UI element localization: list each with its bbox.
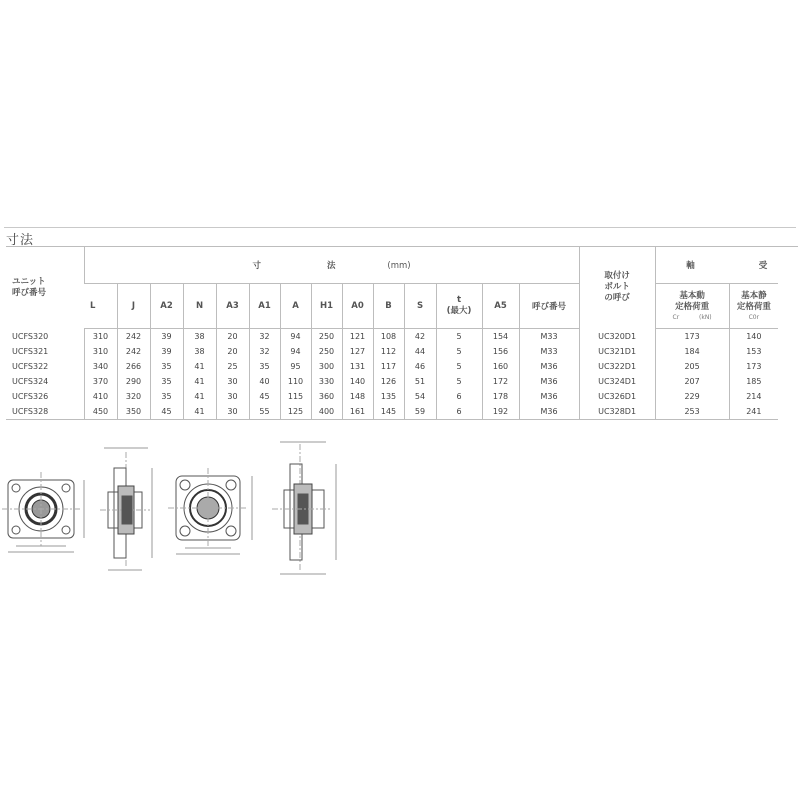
top-rule (4, 227, 796, 228)
cell-B: 108 (373, 329, 404, 345)
cell-bearing: UC324D1 (579, 374, 655, 389)
unit-number: UCFS328 (6, 404, 84, 420)
col-H1: H1 (311, 284, 342, 329)
stat-sub: C0r (748, 314, 760, 321)
cell-B: 126 (373, 374, 404, 389)
table-row (6, 389, 798, 404)
cell-J: 242 (117, 344, 150, 359)
cell-A: 125 (280, 404, 311, 420)
dyn-sub-row (656, 314, 729, 321)
side-view-drawing-1 (100, 448, 152, 570)
cell-bolt: M33 (519, 344, 579, 359)
cell-Cr: 173 (655, 329, 729, 345)
col-A: A (280, 284, 311, 329)
cell-A0: 127 (342, 344, 373, 359)
unit-number: UCFS320 (12, 331, 49, 341)
table-row (6, 329, 798, 345)
cell-t: 6 (436, 404, 482, 420)
cell-A1: 32 (249, 329, 280, 345)
cell-A5: 178 (482, 389, 519, 404)
cell-C0r: 214 (729, 389, 778, 404)
cell-A1: 45 (249, 389, 280, 404)
cell-t: 5 (436, 344, 482, 359)
unit-number: UCFS321 (12, 347, 49, 356)
front-view-drawing-2 (168, 468, 252, 554)
col-t-label: t (456, 295, 462, 305)
cell-t: 6 (436, 389, 482, 404)
col-B: B (373, 284, 404, 329)
cell-A3: 30 (216, 404, 249, 420)
unit-header (6, 247, 84, 329)
cell-C0r: 153 (729, 344, 778, 359)
section-title: 寸法 (6, 233, 35, 248)
cell-A: 94 (280, 329, 311, 345)
col-L: L (84, 284, 117, 329)
dims-title-b: 法 (326, 261, 336, 271)
col-static-load (729, 284, 778, 329)
bearing-title-a: 軸 (686, 261, 695, 271)
cell-J: 350 (117, 404, 150, 420)
col-bearing-no: 呼び番号 (519, 284, 579, 329)
cell-A5: 172 (482, 374, 519, 389)
col-A3: A3 (216, 284, 249, 329)
dyn-sub: Cr (672, 314, 680, 321)
cell-A0: 121 (342, 329, 373, 345)
cell-A: 110 (280, 374, 311, 389)
cell-N: 38 (183, 344, 216, 359)
cell-A2: 35 (150, 389, 183, 404)
cell-B: 145 (373, 404, 404, 420)
cell-bolt: M36 (519, 389, 579, 404)
dims-unit: (mm) (387, 261, 411, 271)
cell-Cr: 184 (655, 344, 729, 359)
col-A5: A5 (482, 284, 519, 329)
cell-S: 54 (404, 389, 436, 404)
col-t-sub: (最大) (446, 306, 472, 316)
col-dynamic-load (655, 284, 729, 329)
cell-bearing: UC328D1 (579, 404, 655, 420)
cell-L: 450 (84, 404, 117, 420)
cell-B: 117 (373, 359, 404, 374)
bearing-title (655, 247, 798, 284)
cell-S: 44 (404, 344, 436, 359)
cell-J: 320 (117, 389, 150, 404)
cell-A3: 20 (216, 329, 249, 345)
col-A1: A1 (249, 284, 280, 329)
cell-bolt: M36 (519, 374, 579, 389)
cell-B: 135 (373, 389, 404, 404)
cell-Cr: 207 (655, 374, 729, 389)
cell-A1: 40 (249, 374, 280, 389)
cell-N: 41 (183, 359, 216, 374)
cell-B: 112 (373, 344, 404, 359)
unit-number: UCFS324 (12, 377, 49, 386)
cell-A5: 192 (482, 404, 519, 420)
cell-A0: 131 (342, 359, 373, 374)
cell-N: 38 (183, 329, 216, 345)
cell-A1: 55 (249, 404, 280, 420)
table-row (6, 374, 798, 389)
cell-Cr: 205 (655, 359, 729, 374)
col-N: N (183, 284, 216, 329)
table-row (6, 344, 798, 359)
cell-J: 266 (117, 359, 150, 374)
cell-L: 410 (84, 389, 117, 404)
cell-H1: 250 (311, 344, 342, 359)
cell-bolt: M33 (519, 329, 579, 345)
cell-t: 5 (436, 359, 482, 374)
unit-header-line2: 呼び番号 (12, 287, 47, 298)
cell-H1: 300 (311, 359, 342, 374)
cell-A5: 156 (482, 344, 519, 359)
cell-t: 5 (436, 329, 482, 345)
col-J: J (117, 284, 150, 329)
cell-A2: 39 (150, 329, 183, 345)
table-row (6, 359, 798, 374)
dimension-table (6, 246, 798, 420)
bolt-header-line3: の呼び (604, 293, 630, 304)
cell-L: 310 (84, 344, 117, 359)
cell-A1: 35 (249, 359, 280, 374)
cell-bearing: UC321D1 (579, 344, 655, 359)
header-row-1 (6, 247, 798, 284)
cell-J: 242 (117, 329, 150, 345)
cell-A: 115 (280, 389, 311, 404)
cell-H1: 250 (311, 329, 342, 345)
stat-line2: 定格荷重 (736, 302, 771, 312)
front-view-drawing-1 (2, 472, 84, 552)
cell-C0r: 185 (729, 374, 778, 389)
cell-H1: 360 (311, 389, 342, 404)
cell-A3: 30 (216, 374, 249, 389)
cell-H1: 330 (311, 374, 342, 389)
cell-A2: 35 (150, 374, 183, 389)
cell-N: 41 (183, 404, 216, 420)
bolt-header (579, 247, 655, 329)
cell-C0r: 173 (729, 359, 778, 374)
cell-bolt: M36 (519, 359, 579, 374)
cell-bearing: UC326D1 (579, 389, 655, 404)
cell-A2: 45 (150, 404, 183, 420)
dims-title (84, 247, 579, 284)
dyn-line1: 基本動 (679, 291, 705, 301)
header-row-2 (6, 284, 798, 329)
cell-bolt: M36 (519, 404, 579, 420)
unit-number: UCFS322 (12, 362, 49, 371)
cell-A3: 30 (216, 389, 249, 404)
col-A0: A0 (342, 284, 373, 329)
col-t (436, 284, 482, 329)
cell-N: 41 (183, 374, 216, 389)
cell-t: 5 (436, 374, 482, 389)
cell-A: 95 (280, 359, 311, 374)
unit-header-line1: ユニット (12, 276, 46, 287)
cell-bearing: UC322D1 (579, 359, 655, 374)
cell-L: 370 (84, 374, 117, 389)
cell-Cr: 229 (655, 389, 729, 404)
unit-number: UCFS326 (12, 392, 49, 401)
kn-label: (kN) (699, 314, 712, 321)
cell-S: 59 (404, 404, 436, 420)
cell-A5: 160 (482, 359, 519, 374)
cell-C0r: 241 (729, 404, 778, 420)
cell-C0r: 140 (729, 329, 778, 345)
cell-Cr: 253 (655, 404, 729, 420)
cell-A0: 140 (342, 374, 373, 389)
cell-A3: 20 (216, 344, 249, 359)
bolt-header-line1: 取付け (604, 271, 630, 282)
bolt-header-line2: ボルト (604, 282, 630, 293)
col-S: S (404, 284, 436, 329)
cell-N: 41 (183, 389, 216, 404)
cell-A: 94 (280, 344, 311, 359)
cell-A1: 32 (249, 344, 280, 359)
dyn-line2: 定格荷重 (675, 302, 710, 312)
cell-bearing: UC320D1 (579, 329, 655, 345)
cell-A0: 148 (342, 389, 373, 404)
cell-H1: 400 (311, 404, 342, 420)
technical-drawings (0, 438, 800, 588)
cell-A2: 39 (150, 344, 183, 359)
cell-L: 340 (84, 359, 117, 374)
side-view-drawing-2 (272, 442, 336, 574)
table-row (6, 404, 798, 420)
dims-title-a: 寸 (252, 261, 261, 271)
cell-A5: 154 (482, 329, 519, 345)
cell-A2: 35 (150, 359, 183, 374)
col-A2: A2 (150, 284, 183, 329)
bearing-title-b: 受 (758, 261, 768, 271)
cell-L: 310 (84, 329, 117, 345)
cell-A0: 161 (342, 404, 373, 420)
cell-S: 46 (404, 359, 436, 374)
cell-A3: 25 (216, 359, 249, 374)
cell-J: 290 (117, 374, 150, 389)
cell-S: 51 (404, 374, 436, 389)
stat-line1: 基本静 (741, 291, 767, 301)
cell-S: 42 (404, 329, 436, 345)
